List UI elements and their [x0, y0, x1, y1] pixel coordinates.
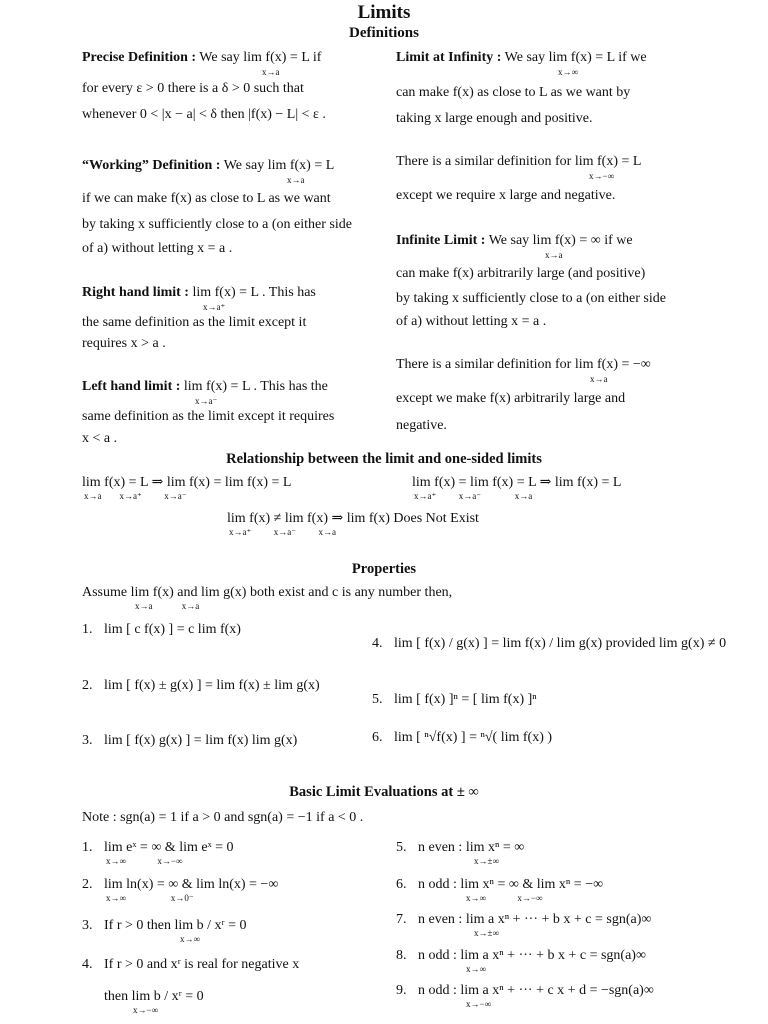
left-hand-line3: x < a . — [82, 431, 118, 446]
infinite-line7: negative. — [396, 418, 447, 433]
basic-right-9: 9. n odd : lim a xⁿ + ··· + c x + d = −sgn(a)∞ — [396, 983, 654, 998]
infinite-line5: There is a similar definition for lim f(x) = −∞ — [396, 357, 651, 372]
basic-left-5-sub: x→−∞ — [133, 1005, 158, 1015]
infinity-line4-sub: x→−∞ — [589, 171, 614, 181]
infinite-line1: Infinite Limit : We say lim f(x) = ∞ if we — [396, 233, 633, 248]
basic-left-2: 2. lim ln(x) = ∞ & lim ln(x) = −∞ — [82, 877, 279, 892]
relationship-eq2-sub: x→a⁺ x→a⁻ x→a — [414, 491, 533, 501]
basic-note: Note : sgn(a) = 1 if a > 0 and sgn(a) = −1 if a < 0 . — [82, 810, 364, 825]
basic-left-1-sub: x→∞ x→−∞ — [106, 856, 183, 866]
relationship-heading: Relationship between the limit and one-sided limits — [226, 451, 542, 467]
basic-right-6: 6. n odd : lim xⁿ = ∞ & lim xⁿ = −∞ — [396, 877, 604, 892]
infinity-sub: x→∞ — [558, 67, 578, 77]
right-hand-line1: Right hand limit : lim f(x) = L . This has — [82, 285, 316, 300]
infinite-sub: x→a — [545, 250, 563, 260]
basic-left-3-sub: x→∞ — [180, 934, 200, 944]
infinity-line4: There is a similar definition for lim f(x) = L — [396, 154, 642, 169]
property-4: 4. lim [ f(x) / g(x) ] = lim f(x) / lim g(x) provided lim g(x) ≠ 0 — [372, 636, 727, 651]
relationship-eq3: lim f(x) ≠ lim f(x) ⇒ lim f(x) Does Not Exist — [227, 511, 479, 526]
property-1: 1. lim [ c f(x) ] = c lim f(x) — [82, 622, 241, 637]
left-hand-line1: Left hand limit : lim f(x) = L . This has the — [82, 379, 328, 394]
basic-right-7: 7. n even : lim a xⁿ + ··· + b x + c = sgn(a)∞ — [396, 912, 652, 927]
relationship-eq3-sub: x→a⁺ x→a⁻ x→a — [229, 527, 336, 537]
relationship-eq1: lim f(x) = L ⇒ lim f(x) = lim f(x) = L — [82, 475, 292, 490]
precise-def-line2: for every ε > 0 there is a δ > 0 such that — [82, 81, 304, 96]
basic-left-1: 1. lim eˣ = ∞ & lim eˣ = 0 — [82, 840, 234, 855]
basic-right-5-sub: x→±∞ — [474, 856, 499, 866]
basic-heading: Basic Limit Evaluations at ± ∞ — [289, 784, 479, 800]
infinite-line6: except we make f(x) arbitrarily large and — [396, 391, 626, 406]
precise-def-line3: whenever 0 < |x − a| < δ then |f(x) − L| < ε . — [82, 107, 326, 122]
properties-heading: Properties — [351, 561, 417, 577]
property-2: 2. lim [ f(x) ± g(x) ] = lim f(x) ± lim g(x) — [82, 678, 320, 693]
working-def-line4: of a) without letting x = a . — [82, 241, 233, 256]
working-def-line2: if we can make f(x) as close to L as we want — [82, 191, 331, 206]
relationship-eq1-sub: x→a x→a⁺ x→a⁻ — [84, 491, 187, 501]
infinite-line3: by taking x sufficiently close to a (on either side — [396, 291, 666, 306]
basic-right-8-sub: x→∞ — [466, 964, 486, 974]
right-hand-line2: the same definition as the limit except it — [82, 315, 307, 330]
basic-right-5: 5. n even : lim xⁿ = ∞ — [396, 840, 525, 855]
basic-right-8: 8. n odd : lim a xⁿ + ··· + b x + c = sgn(a)∞ — [396, 948, 646, 963]
working-def-sub: x→a — [287, 175, 305, 185]
infinite-line2: can make f(x) arbitrarily large (and positive) — [396, 266, 646, 281]
working-def-line3: by taking x sufficiently close to a (on either side — [82, 217, 352, 232]
left-hand-sub: x→a⁻ — [195, 396, 218, 406]
left-hand-line2: same definition as the limit except it requires — [82, 409, 335, 424]
right-hand-line3: requires x > a . — [82, 336, 166, 351]
basic-left-2-sub: x→∞ x→0⁻ — [106, 893, 194, 903]
working-def-line1: “Working” Definition : We say lim f(x) = L — [82, 158, 335, 173]
page-subtitle: Definitions — [348, 25, 419, 41]
right-hand-sub: x→a⁺ — [203, 302, 226, 312]
property-3: 3. lim [ f(x) g(x) ] = lim f(x) lim g(x) — [82, 733, 298, 748]
basic-right-7-sub: x→±∞ — [474, 928, 499, 938]
infinite-line5-sub: x→a — [590, 374, 608, 384]
properties-intro-sub: x→a x→a — [135, 601, 200, 611]
basic-left-3: 3. If r > 0 then lim b / xʳ = 0 — [82, 918, 247, 933]
basic-right-9-sub: x→−∞ — [466, 999, 491, 1009]
precise-def-sub: x→a — [262, 67, 280, 77]
properties-intro: Assume lim f(x) and lim g(x) both exist and c is any number then, — [82, 585, 453, 600]
basic-left-4: 4. If r > 0 and xʳ is real for negative x — [82, 957, 300, 972]
infinity-line5: except we require x large and negative. — [396, 188, 616, 203]
basic-left-5: then lim b / xʳ = 0 — [104, 989, 204, 1004]
page-title: Limits — [357, 2, 411, 23]
property-6: 6. lim [ ⁿ√f(x) ] = ⁿ√( lim f(x) ) — [372, 730, 553, 745]
precise-def-line1: Precise Definition : We say lim f(x) = L if — [82, 50, 322, 65]
infinity-line1: Limit at Infinity : We say lim f(x) = L if we — [396, 50, 647, 65]
basic-right-6-sub: x→∞ x→−∞ — [466, 893, 543, 903]
infinity-line2: can make f(x) as close to L as we want by — [396, 85, 631, 100]
infinity-line3: taking x large enough and positive. — [396, 111, 593, 126]
infinite-line4: of a) without letting x = a . — [396, 314, 547, 329]
relationship-eq2: lim f(x) = lim f(x) = L ⇒ lim f(x) = L — [412, 475, 622, 490]
property-5: 5. lim [ f(x) ]ⁿ = [ lim f(x) ]ⁿ — [372, 692, 537, 707]
